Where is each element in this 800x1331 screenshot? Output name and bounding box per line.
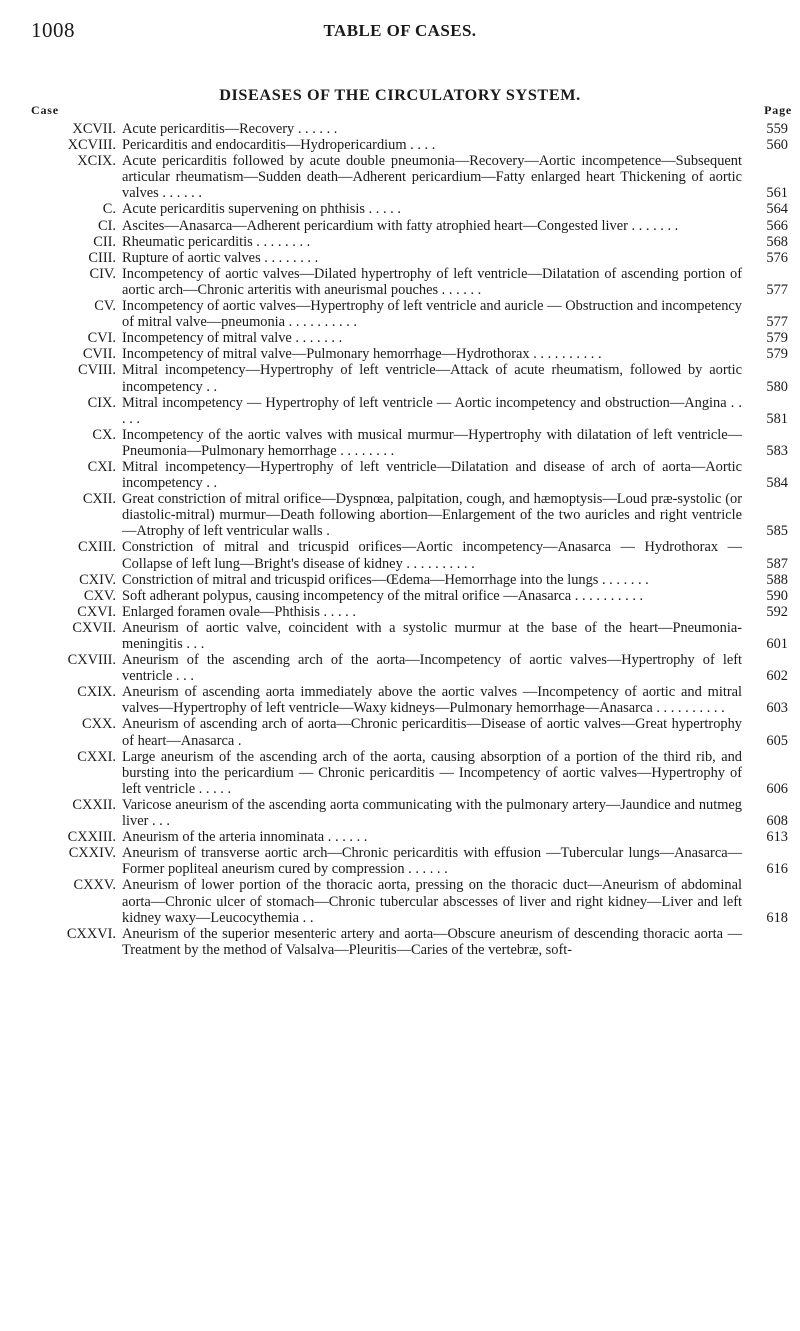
case-entry xyxy=(0,845,800,877)
case-description: Rheumatic pericarditis . . . . . . . . xyxy=(122,233,311,250)
case-description: Acute pericarditis followed by acute double pneumonia—Recovery—Aortic incompetence—Subsequent articular rheumatism—Sudden death—Adherent pericardium—Fatty enlarged heart Thickening of aortic valves . . . . . . xyxy=(122,153,742,202)
case-entry xyxy=(0,604,800,620)
case-description: Rupture of aortic valves . . . . . . . . xyxy=(122,249,319,266)
case-entry xyxy=(0,427,800,459)
case-entry xyxy=(0,395,800,427)
case-page-number: 606 xyxy=(766,780,788,797)
case-page-number: 583 xyxy=(766,442,788,459)
case-number: CXII. xyxy=(82,491,116,508)
case-entry xyxy=(0,877,800,925)
case-page-number: 559 xyxy=(766,121,788,137)
case-number: CXXV. xyxy=(73,877,116,894)
case-number: CXV. xyxy=(83,587,116,604)
case-entry xyxy=(0,620,800,652)
case-description: Mitral incompetency—Hypertrophy of left ventricle—Dilatation and disease of arch of aorta—Aortic incompetency . . xyxy=(122,458,742,492)
case-description: Aneurism of aortic valve, coincident with a systolic murmur at the base of the heart—Pneumonia-meningitis . . . xyxy=(122,619,742,652)
case-entry xyxy=(0,298,800,330)
case-page-number: 568 xyxy=(766,233,788,250)
case-page-number: 577 xyxy=(766,314,788,331)
case-entry xyxy=(0,588,800,604)
case-entry xyxy=(0,362,800,394)
case-number: CXXIV. xyxy=(68,845,116,862)
case-description: Incompetency of aortic valves—Hypertrophy of left ventricle and auricle — Obstruction and incompetency of mitral valve—pneumonia . . . . . . . . . . xyxy=(122,298,742,331)
case-number: CXIX. xyxy=(77,684,116,701)
page-number: 1008 xyxy=(31,18,75,42)
case-entry xyxy=(0,330,800,346)
case-description: Aneurism of the superior mesenteric artery and aorta—Obscure aneurism of descending thoracic aorta — Treatment by the method of Valsalva—Pleuritis—Caries of the vertebræ, soft- xyxy=(122,925,742,958)
case-description: Incompetency of mitral valve—Pulmonary hemorrhage—Hydrothorax . . . . . . . . . . xyxy=(122,346,602,363)
case-description: Aneurism of the ascending arch of the aorta—Incompetency of aortic valves—Hypertrophy of left ventricle . . . xyxy=(122,652,742,685)
page-column-header: Page xyxy=(764,103,792,117)
case-number: CVI. xyxy=(87,330,116,347)
case-number: CXVI. xyxy=(77,603,116,620)
case-description: Acute pericarditis supervening on phthisis . . . . . xyxy=(122,201,401,218)
case-number: CXXII. xyxy=(72,796,116,813)
case-page-number: 618 xyxy=(766,909,788,926)
section-title: DISEASES OF THE CIRCULATORY SYSTEM. xyxy=(219,86,581,104)
case-number: CIX. xyxy=(87,394,116,411)
case-page-number: 566 xyxy=(766,217,788,234)
case-number: CXIII. xyxy=(78,539,116,556)
case-entry xyxy=(0,234,800,250)
case-entry xyxy=(0,346,800,362)
case-page-number: 581 xyxy=(766,410,788,427)
case-number: CXVIII. xyxy=(67,652,116,669)
case-description: Great constriction of mitral orifice—Dyspnœa, palpitation, cough, and hæmoptysis—Loud præ-systolic (or diastolic-mitral) murmur—Death following abortion—Enlargement of the two auricles and right ventricle—Atrophy of left ventricular walls . xyxy=(122,491,742,540)
case-entry xyxy=(0,201,800,217)
case-entry xyxy=(0,829,800,845)
case-page-number: 579 xyxy=(766,330,788,347)
case-description: Varicose aneurism of the ascending aorta communicating with the pulmonary artery—Jaundice and nutmeg liver . . . xyxy=(122,796,742,830)
case-description: Large aneurism of the ascending arch of the aorta, causing absorption of a portion of the third rib, and bursting into the pericardium — Chronic pericarditis — Incompetency of aortic valves—Hypertrophy of left ventricle . . . . . xyxy=(122,748,742,797)
case-number: XCVII. xyxy=(72,121,116,137)
case-list xyxy=(0,121,800,958)
case-entry xyxy=(0,121,800,137)
case-page-number: 602 xyxy=(766,668,788,685)
case-description: Aneurism of lower portion of the thoracic aorta, pressing on the thoracic duct—Aneurism of abdominal aorta—Chronic ulcer of stomach—Chronic tubercular abscesses of liver and right kidney—Liver and left kidney waxy—Leucocythemia . . xyxy=(122,877,742,926)
case-description: Enlarged foramen ovale—Phthisis . . . . . xyxy=(122,603,356,620)
case-entry xyxy=(0,250,800,266)
case-entry xyxy=(0,459,800,491)
column-headers xyxy=(0,103,800,123)
case-number: CIV. xyxy=(89,265,116,282)
case-entry xyxy=(0,137,800,153)
case-description: Aneurism of ascending aorta immediately above the aortic valves —Incompetency of aortic and mitral valves—Hypertrophy of left ventricle—Waxy kidneys—Pulmonary hemorrhage—Anasarca . . . . . . . . . . xyxy=(122,684,742,717)
case-number: CXX. xyxy=(82,716,116,733)
case-page-number: 585 xyxy=(766,523,788,540)
case-page-number: 616 xyxy=(766,861,788,878)
case-number: CXXIII. xyxy=(67,829,116,846)
case-entry xyxy=(0,572,800,588)
case-entry xyxy=(0,539,800,571)
case-number: CIII. xyxy=(88,249,116,266)
case-page-number: 608 xyxy=(766,813,788,830)
case-number: CXI. xyxy=(87,458,116,475)
case-page-number: 579 xyxy=(766,346,788,363)
case-description: Ascites—Anasarca—Adherent pericardium with fatty atrophied heart—Congested liver . . . . . . . xyxy=(122,217,679,234)
case-page-number: 580 xyxy=(766,378,788,395)
case-page-number: 560 xyxy=(766,137,788,154)
case-page-number: 587 xyxy=(766,555,788,572)
case-entry xyxy=(0,491,800,539)
case-entry xyxy=(0,218,800,234)
case-page-number: 588 xyxy=(766,571,788,588)
case-description: Constriction of mitral and tricuspid orifices—Œdema—Hemorrhage into the lungs . . . . . . . xyxy=(122,571,649,588)
case-number: CVII. xyxy=(82,346,116,363)
case-number: XCVIII. xyxy=(67,137,116,154)
case-description: Soft adherant polypus, causing incompetency of the mitral orifice —Anasarca . . . . . . . . . . xyxy=(122,587,644,604)
case-description: Mitral incompetency—Hypertrophy of left ventricle—Attack of acute rheumatism, followed by aortic incompetency . . xyxy=(122,362,742,395)
case-number: CI. xyxy=(98,217,116,234)
case-entry xyxy=(0,926,800,958)
case-entry xyxy=(0,652,800,684)
case-description: Pericarditis and endocarditis—Hydropericardium . . . . xyxy=(122,137,436,154)
case-page-number: 576 xyxy=(766,249,788,266)
case-description: Incompetency of mitral valve . . . . . . . xyxy=(122,330,343,347)
case-column-header: Case xyxy=(31,103,59,117)
case-number: CV. xyxy=(94,298,116,315)
case-page-number: 590 xyxy=(766,587,788,604)
case-description: Aneurism of transverse aortic arch—Chronic pericarditis with effusion —Tubercular lungs—Anasarca—Former popliteal aneurism cured by compression . . . . . . xyxy=(122,845,742,878)
case-description: Incompetency of the aortic valves with musical murmur—Hypertrophy with dilatation of left ventricle—Pneumonia—Pulmonary hemorrhage . . . . . . . . xyxy=(122,426,742,459)
page-header xyxy=(0,18,800,48)
case-entry xyxy=(0,797,800,829)
case-page-number: 605 xyxy=(766,732,788,749)
case-number: CVIII. xyxy=(78,362,116,379)
case-page-number: 561 xyxy=(766,185,788,202)
case-page-number: 603 xyxy=(766,700,788,717)
case-entry xyxy=(0,266,800,298)
running-title: TABLE OF CASES. xyxy=(323,21,477,40)
case-description: Aneurism of ascending arch of aorta—Chronic pericarditis—Disease of aortic valves—Great hypertrophy of heart—Anasarca . xyxy=(122,716,742,749)
case-number: CXXI. xyxy=(77,748,116,765)
case-description: Mitral incompetency — Hypertrophy of left ventricle — Aortic incompetency and obstruction—Angina . . . . . xyxy=(122,394,742,427)
case-number: CXIV. xyxy=(79,571,116,588)
case-entry xyxy=(0,684,800,716)
case-page-number: 613 xyxy=(766,829,788,846)
case-description: Incompetency of aortic valves—Dilated hypertrophy of left ventricle—Dilatation of ascending portion of aortic arch—Chronic arteritis with aneurismal pouches . . . . . . xyxy=(122,265,742,298)
case-page-number: 577 xyxy=(766,281,788,298)
case-entry xyxy=(0,153,800,201)
case-page-number: 564 xyxy=(766,201,788,218)
case-page-number: 601 xyxy=(766,636,788,652)
case-number: CX. xyxy=(92,426,116,443)
case-number: C. xyxy=(102,201,116,218)
case-number: XCIX. xyxy=(77,153,116,170)
case-page-number: 592 xyxy=(766,603,788,620)
case-number: CXXVI. xyxy=(66,925,116,942)
case-description: Acute pericarditis—Recovery . . . . . . xyxy=(122,121,338,137)
case-entry xyxy=(0,716,800,748)
case-page-number: 584 xyxy=(766,475,788,492)
case-description: Constriction of mitral and tricuspid orifices—Aortic incompetency—Anasarca — Hydrothorax — Collapse of left lung—Bright's disease of kidney . . . . . . . . . . xyxy=(122,539,742,572)
case-number: CXVII. xyxy=(72,619,116,636)
case-entry xyxy=(0,749,800,797)
case-description: Aneurism of the arteria innominata . . . . . . xyxy=(122,829,368,846)
case-number: CII. xyxy=(93,233,116,250)
